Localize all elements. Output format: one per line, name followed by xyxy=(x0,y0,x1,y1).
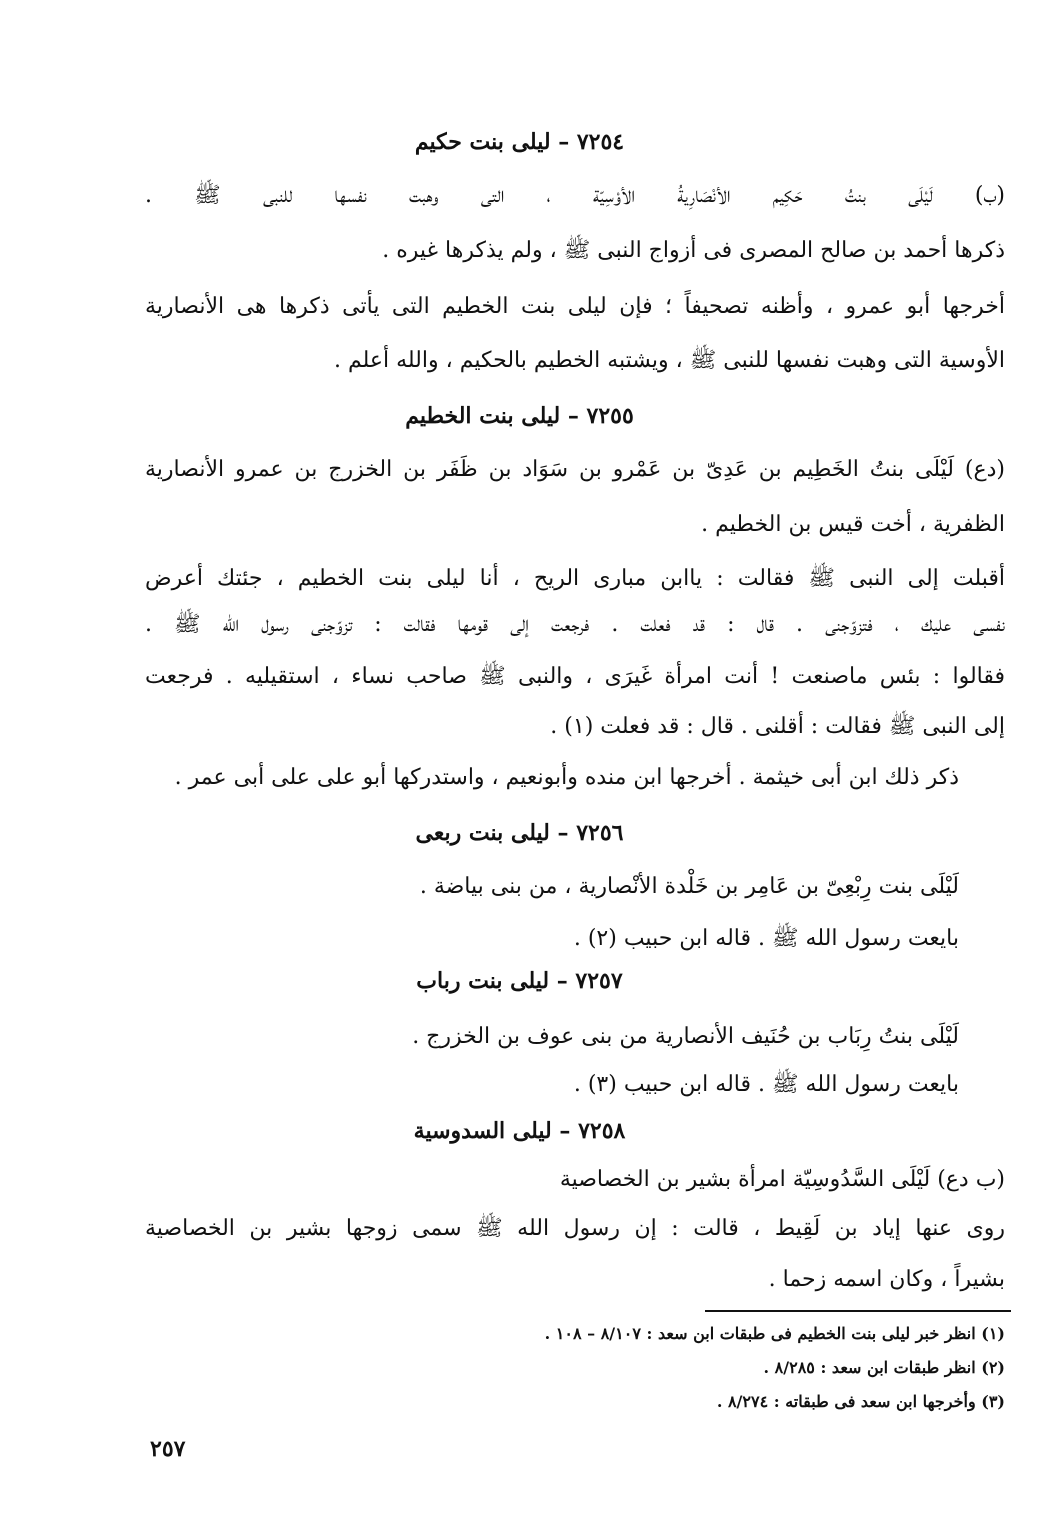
entry-text-line: (ب) لَيْلَى بنتُ حَكِيم الأنْصَارِيةُ الأوْسِيّة ، التى وهبت نفسها للنبى ﷺ . xyxy=(145,183,1005,208)
entry-heading: ٧٢٥٧ – ليلى بنت رباب xyxy=(416,968,623,994)
entry-text-line: لَيْلَى بنت رِبْعِىّ بن عَامِر بن خَلْدة الأنْصارية ، من بنى بياضة . xyxy=(419,874,959,899)
footnote: (٣) وأخرجها ابن سعد فى طبقاته : ٨/٢٧٤ . xyxy=(716,1392,1005,1411)
footnote: (٢) انظر طبقات ابن سعد : ٨/٢٨٥ . xyxy=(763,1358,1005,1377)
entry-text-line: فقالوا : بئس ماصنعت ! أنت امرأة غَيرَى ، والنبى ﷺ صاحب نساء ، استقيليه . فرجعت xyxy=(145,664,1005,689)
entry-text-line: أخرجها أبو عمرو ، وأظنه تصحيفاً ؛ فإن ليلى بنت الخطيم التى يأتى ذكرها هى الأنصارية xyxy=(145,294,1005,319)
entry-text-line: ذكرها أحمد بن صالح المصرى فى أزواج النبى ﷺ ، ولم يذكرها غيره . xyxy=(382,238,1005,263)
entry-text-line: أقبلت إلى النبى ﷺ فقالت : ياابن مبارى الريح ، أنا ليلى بنت الخطيم ، جئتك أعرض xyxy=(145,566,1005,591)
entry-heading: ٧٢٥٨ – ليلى السدوسية xyxy=(413,1118,626,1144)
page-number: ٢٥٧ xyxy=(150,1436,186,1462)
entry-text-line: بايعت رسول الله ﷺ . قاله ابن حبيب (٢) . xyxy=(573,926,959,951)
entry-text-line: لَيْلَى بنتُ رِبَاب بن حُنَيف الأنصارية من بنى عوف بن الخزرج . xyxy=(412,1024,959,1049)
entry-text-line: إلى النبى ﷺ فقالت : أقلنى . قال : قد فعلت (١) . xyxy=(550,714,1005,739)
entry-text-line: الأوسية التى وهبت نفسها للنبى ﷺ ، ويشتبه الخطيم بالحكيم ، والله أعلم . xyxy=(333,348,1005,373)
footnote-divider xyxy=(705,1310,1011,1312)
entry-text-line: نفسى عليك ، فتزوّجنى . قال : قد فعلت . فرجعت إلى قومها فقالت : تزوّجنى رسول الله ﷺ . xyxy=(145,612,1005,637)
entry-text-line: بايعت رسول الله ﷺ . قاله ابن حبيب (٣) . xyxy=(573,1072,959,1097)
entry-heading: ٧٢٥٤ – ليلى بنت حكيم xyxy=(414,129,625,155)
entry-heading: ٧٢٥٥ – ليلى بنت الخطيم xyxy=(405,403,634,429)
entry-text-line: (دع) لَيْلَى بنتُ الخَطِيم بن عَدِىّ بن عَمْرو بن سَوَاد بن ظَفَر بن الخزرج بن عمرو الأنصارية xyxy=(145,457,1005,482)
entry-text-line: ذكر ذلك ابن أبى خيثمة . أخرجها ابن منده وأبونعيم ، واستدركها أبو على على أبى عمر . xyxy=(174,765,959,790)
entry-heading: ٧٢٥٦ – ليلى بنت ربعى xyxy=(415,820,624,846)
entry-text-line: الظفرية ، أخت قيس بن الخطيم . xyxy=(701,512,1005,537)
footnote: (١) انظر خبر ليلى بنت الخطيم فى طبقات ابن سعد : ٨/١٠٧ – ١٠٨ . xyxy=(544,1324,1005,1343)
entry-text-line: (ب دع) لَيْلَى السَّدُوسِيّة امرأة بشير بن الخصاصية xyxy=(559,1167,1005,1192)
entry-text-line: روى عنها إياد بن لَقِيط ، قالت : إن رسول الله ﷺ سمى زوجها بشير بن الخصاصية xyxy=(145,1216,1005,1241)
entry-text-line: بشيراً ، وكان اسمه زحما . xyxy=(768,1267,1005,1292)
